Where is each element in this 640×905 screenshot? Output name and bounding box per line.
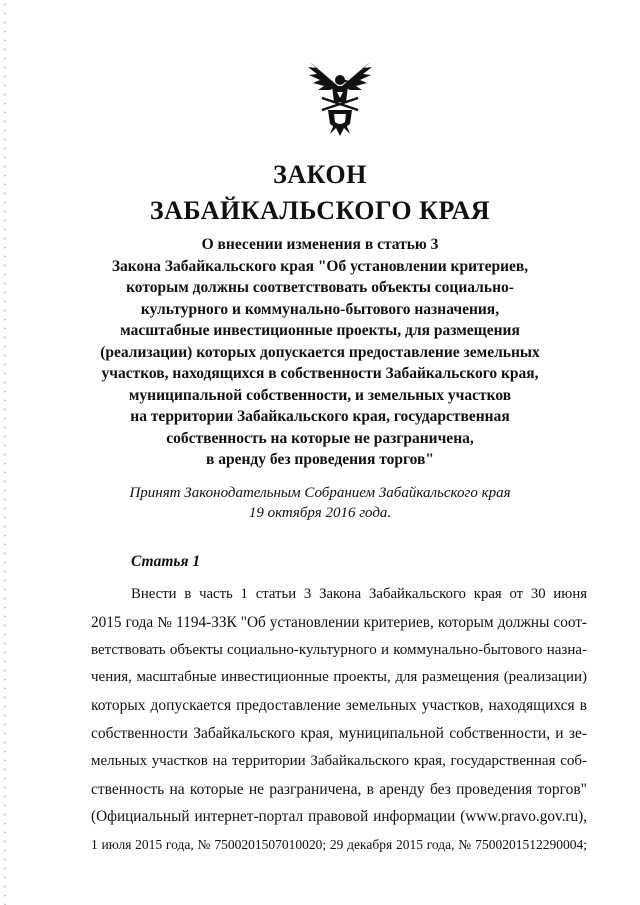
subtitle-line: муниципальной собственности, и земельных участков: [128, 386, 512, 404]
adoption-date: 19 октября 2016 года.: [248, 505, 392, 521]
page-title-region: ЗАБАЙКАЛЬСКОГО КРАЯ: [149, 196, 491, 225]
paragraph-line: ственность на которые не разграничена, в аренду без проведения торгов": [91, 780, 587, 798]
coat-of-arms-eagle-icon: [304, 58, 376, 138]
subtitle-line: О внесении изменения в статью 3: [201, 236, 439, 253]
article-heading: Статья 1: [131, 553, 201, 570]
subtitle-line: собственность на которые не разграничена,: [166, 429, 474, 447]
subtitle-line: культурного и коммунально-бытового назначения,: [140, 300, 500, 318]
adoption-line: Принят Законодательным Собранием Забайкальского края: [129, 485, 511, 501]
page-title: ЗАКОН: [273, 160, 367, 189]
subtitle-line: участков, находящихся в собственности Забайкальского края,: [101, 365, 539, 382]
subtitle-line: которым должны соответствовать объекты социально-: [126, 279, 514, 296]
subtitle-line: на территории Забайкальского края, государственная: [130, 408, 510, 425]
paragraph-line: (Официальный интернет-портал правовой информации (www.pravo.gov.ru),: [91, 808, 587, 826]
paragraph-line: собственности Забайкальского края, муниципальной собственности, и зе-: [91, 724, 587, 742]
article-body: [91, 581, 587, 859]
subtitle-line: в аренду без проведения торгов": [206, 451, 434, 468]
paragraph-line: 1 июля 2015 года, № 7500201507010020; 29 декабря 2015 года, № 7500201512290004;: [91, 837, 587, 853]
law-subtitle: [70, 234, 570, 471]
scan-edge-dots: [4, 0, 6, 905]
subtitle-line: Закона Забайкальского края "Об установлении критериев,: [111, 257, 529, 275]
paragraph-line: чения, масштабные инвестиционные проекты, для размещения (реализации): [91, 669, 587, 686]
paragraph-line: 2015 года № 1194-ЗЗК "Об установлении критериев, которым должны соот-: [91, 613, 587, 631]
adoption-note: [0, 483, 640, 523]
paragraph-line: которых допускается предоставление земельных участков, находящихся в: [91, 697, 587, 715]
subtitle-line: масштабные инвестиционные проекты, для размещения: [120, 322, 520, 339]
subtitle-line: (реализации) которых допускается предоставление земельных: [100, 343, 540, 361]
paragraph-line: мельных участков на территории Забайкальского края, государственная соб-: [91, 752, 587, 769]
paragraph-line: ветствовать объекты социально-культурного и коммунально-бытового назна-: [91, 641, 587, 658]
paragraph-line: Внести в часть 1 статьи 3 Закона Забайкальского края от 30 июня: [131, 586, 587, 602]
